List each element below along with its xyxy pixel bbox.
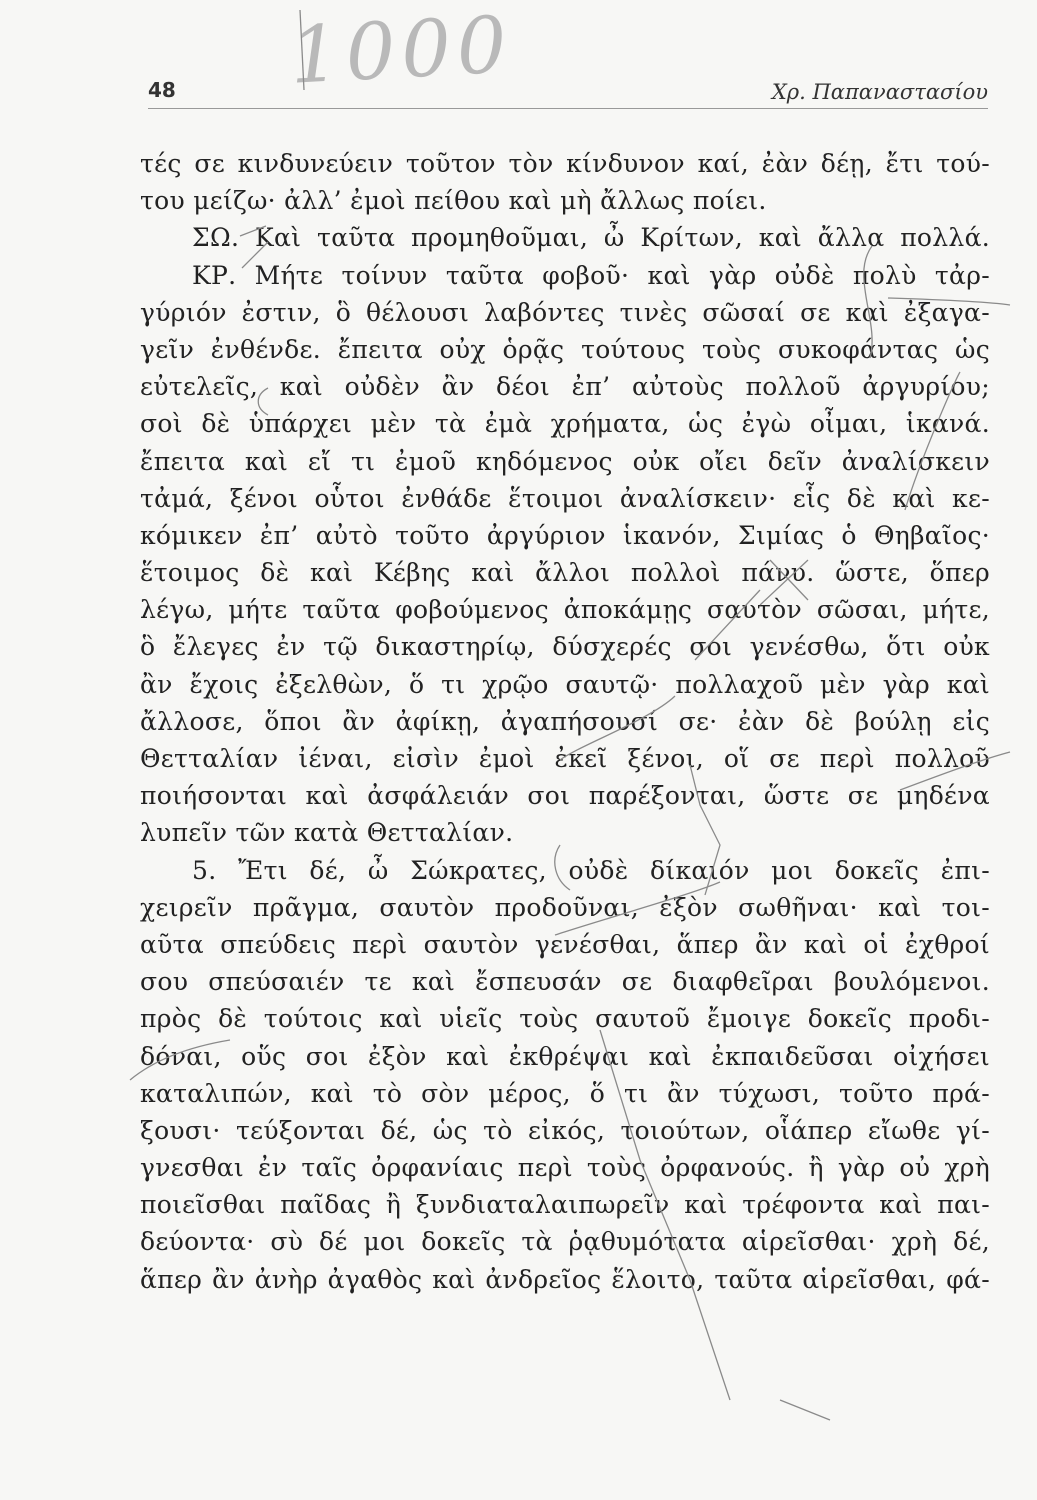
text-line: λυπεῖν τῶν κατὰ Θετταλίαν. — [140, 818, 514, 848]
text-line: 5. Ἔτι δέ, ὦ Σώκρατες, οὐδὲ δίκαιόν μοι δοκεῖς ἐπι- — [192, 855, 990, 885]
text-line: τἀμά, ξένοι οὗτοι ἐνθάδε ἕτοιμοι ἀναλίσκειν· εἷς δὲ καὶ κε- — [140, 483, 990, 513]
text-line: δεύοντα· σὺ δέ μοι δοκεῖς τὰ ῥᾳθυμότατα αἱρεῖσθαι· χρὴ δέ, — [140, 1227, 990, 1257]
text-line: αῦτα σπεύδεις περὶ σαυτὸν γενέσθαι, ἅπερ ἂν καὶ οἱ ἐχθροί — [140, 929, 990, 959]
text-line: σου σπεύσαιέν τε καὶ ἔσπευσάν σε διαφθεῖραι βουλόμενοι. — [140, 967, 990, 997]
handwritten-pencil-note: 1000 — [287, 0, 515, 102]
text-line: Θετταλίαν ἰέναι, εἰσὶν ἐμοὶ ἐκεῖ ξένοι, οἵ σε περὶ πολλοῦ — [140, 744, 990, 773]
text-line: γύριόν ἐστιν, ὃ θέλουσι λαβόντες τινὲς σῶσαί σε καὶ ἐξαγα- — [140, 297, 990, 327]
text-line: ξουσι· τεύξονται δέ, ὡς τὸ εἰκός, τοιούτων, οἷάπερ εἴωθε γί- — [140, 1115, 990, 1145]
text-line: σοὶ δὲ ὑπάρχει μὲν τὰ ἐμὰ χρήματα, ὡς ἐγὼ οἶμαι, ἱκανά. — [140, 409, 990, 439]
text-line: ὃ ἔλεγες ἐν τῷ δικαστηρίῳ, δύσχερές σοι γενέσθω, ὅτι οὐκ — [140, 632, 990, 662]
running-head: Χρ. Παπαναστασίου — [771, 80, 988, 104]
page-number: 48 — [148, 78, 176, 102]
body-text — [140, 145, 990, 1298]
text-line: ποιήσονται καὶ ἀσφάλειάν σοι παρέξονται, ὥστε σε μηδένα — [140, 781, 990, 811]
text-line: ἅπερ ἂν ἀνὴρ ἀγαθὸς καὶ ἀνδρεῖος ἕλοιτο, ταῦτα αἱρεῖσθαι, φά- — [140, 1264, 990, 1294]
text-line: γεῖν ἐνθένδε. ἔπειτα οὐχ ὁρᾷς τούτους τοὺς συκοφάντας ὡς — [140, 334, 990, 364]
text-line: εὐτελεῖς, καὶ οὐδὲν ἂν δέοι ἐπ’ αὐτοὺς πολλοῦ ἀργυρίου; — [140, 372, 990, 402]
text-line: λέγω, μήτε ταῦτα φοβούμενος ἀποκάμῃς σαυτὸν σῶσαι, μήτε, — [140, 595, 990, 625]
text-line: τές σε κινδυνεύειν τοῦτον τὸν κίνδυνον καί, ἐὰν δέῃ, ἔτι τού- — [140, 149, 990, 178]
text-line: δόναι, οὕς σοι ἐξὸν καὶ ἐκθρέψαι καὶ ἐκπαιδεῦσαι οἰχήσει — [140, 1041, 990, 1071]
text-line: ἂν ἔχοις ἐξελθὼν, ὅ τι χρῷο σαυτῷ· πολλαχοῦ μὲν γὰρ καὶ — [140, 669, 990, 699]
pencil-stroke — [780, 1400, 830, 1420]
text-line: ΚΡ. Μήτε τοίνυν ταῦτα φοβοῦ· καὶ γὰρ οὐδὲ πολὺ τἀρ- — [192, 260, 990, 290]
text-line: κόμικεν ἐπ’ αὐτὸ τοῦτο ἀργύριον ἱκανόν, Σιμίας ὁ Θηβαῖος· — [140, 520, 990, 550]
text-line: ποιεῖσθαι παῖδας ἢ ξυνδιαταλαιπωρεῖν καὶ τρέφοντα καὶ παι- — [140, 1190, 990, 1220]
text-line: του μείζω· ἀλλ’ ἐμοὶ πείθου καὶ μὴ ἄλλως ποίει. — [140, 186, 767, 216]
text-line: γνεσθαι ἐν ταῖς ὀρφανίαις περὶ τοὺς ὀρφανούς. ἢ γὰρ οὐ χρὴ — [140, 1153, 990, 1183]
text-line: ἄλλοσε, ὅποι ἂν ἀφίκῃ, ἀγαπήσουσί σε· ἐὰν δὲ βούλῃ εἰς — [140, 706, 990, 736]
text-line: καταλιπών, καὶ τὸ σὸν μέρος, ὅ τι ἂν τύχωσι, τοῦτο πρά- — [140, 1078, 990, 1108]
text-line: ΣΩ. Καὶ ταῦτα προμηθοῦμαι, ὦ Κρίτων, καὶ ἄλλα πολλά. — [192, 223, 990, 253]
text-line: πρὸς δὲ τούτοις καὶ υἱεῖς τοὺς σαυτοῦ ἔμοιγε δοκεῖς προδι- — [140, 1004, 990, 1034]
page-header — [148, 78, 988, 109]
text-line: χειρεῖν πρᾶγμα, σαυτὸν προδοῦναι, ἐξὸν σωθῆναι· καὶ τοι- — [140, 892, 990, 922]
text-line: ἔπειτα καὶ εἴ τι ἐμοῦ κηδόμενος οὐκ οἴει δεῖν ἀναλίσκειν — [140, 446, 990, 476]
text-line: ἕτοιμος δὲ καὶ Κέβης καὶ ἄλλοι πολλοὶ πάνυ. ὥστε, ὅπερ — [140, 558, 990, 588]
